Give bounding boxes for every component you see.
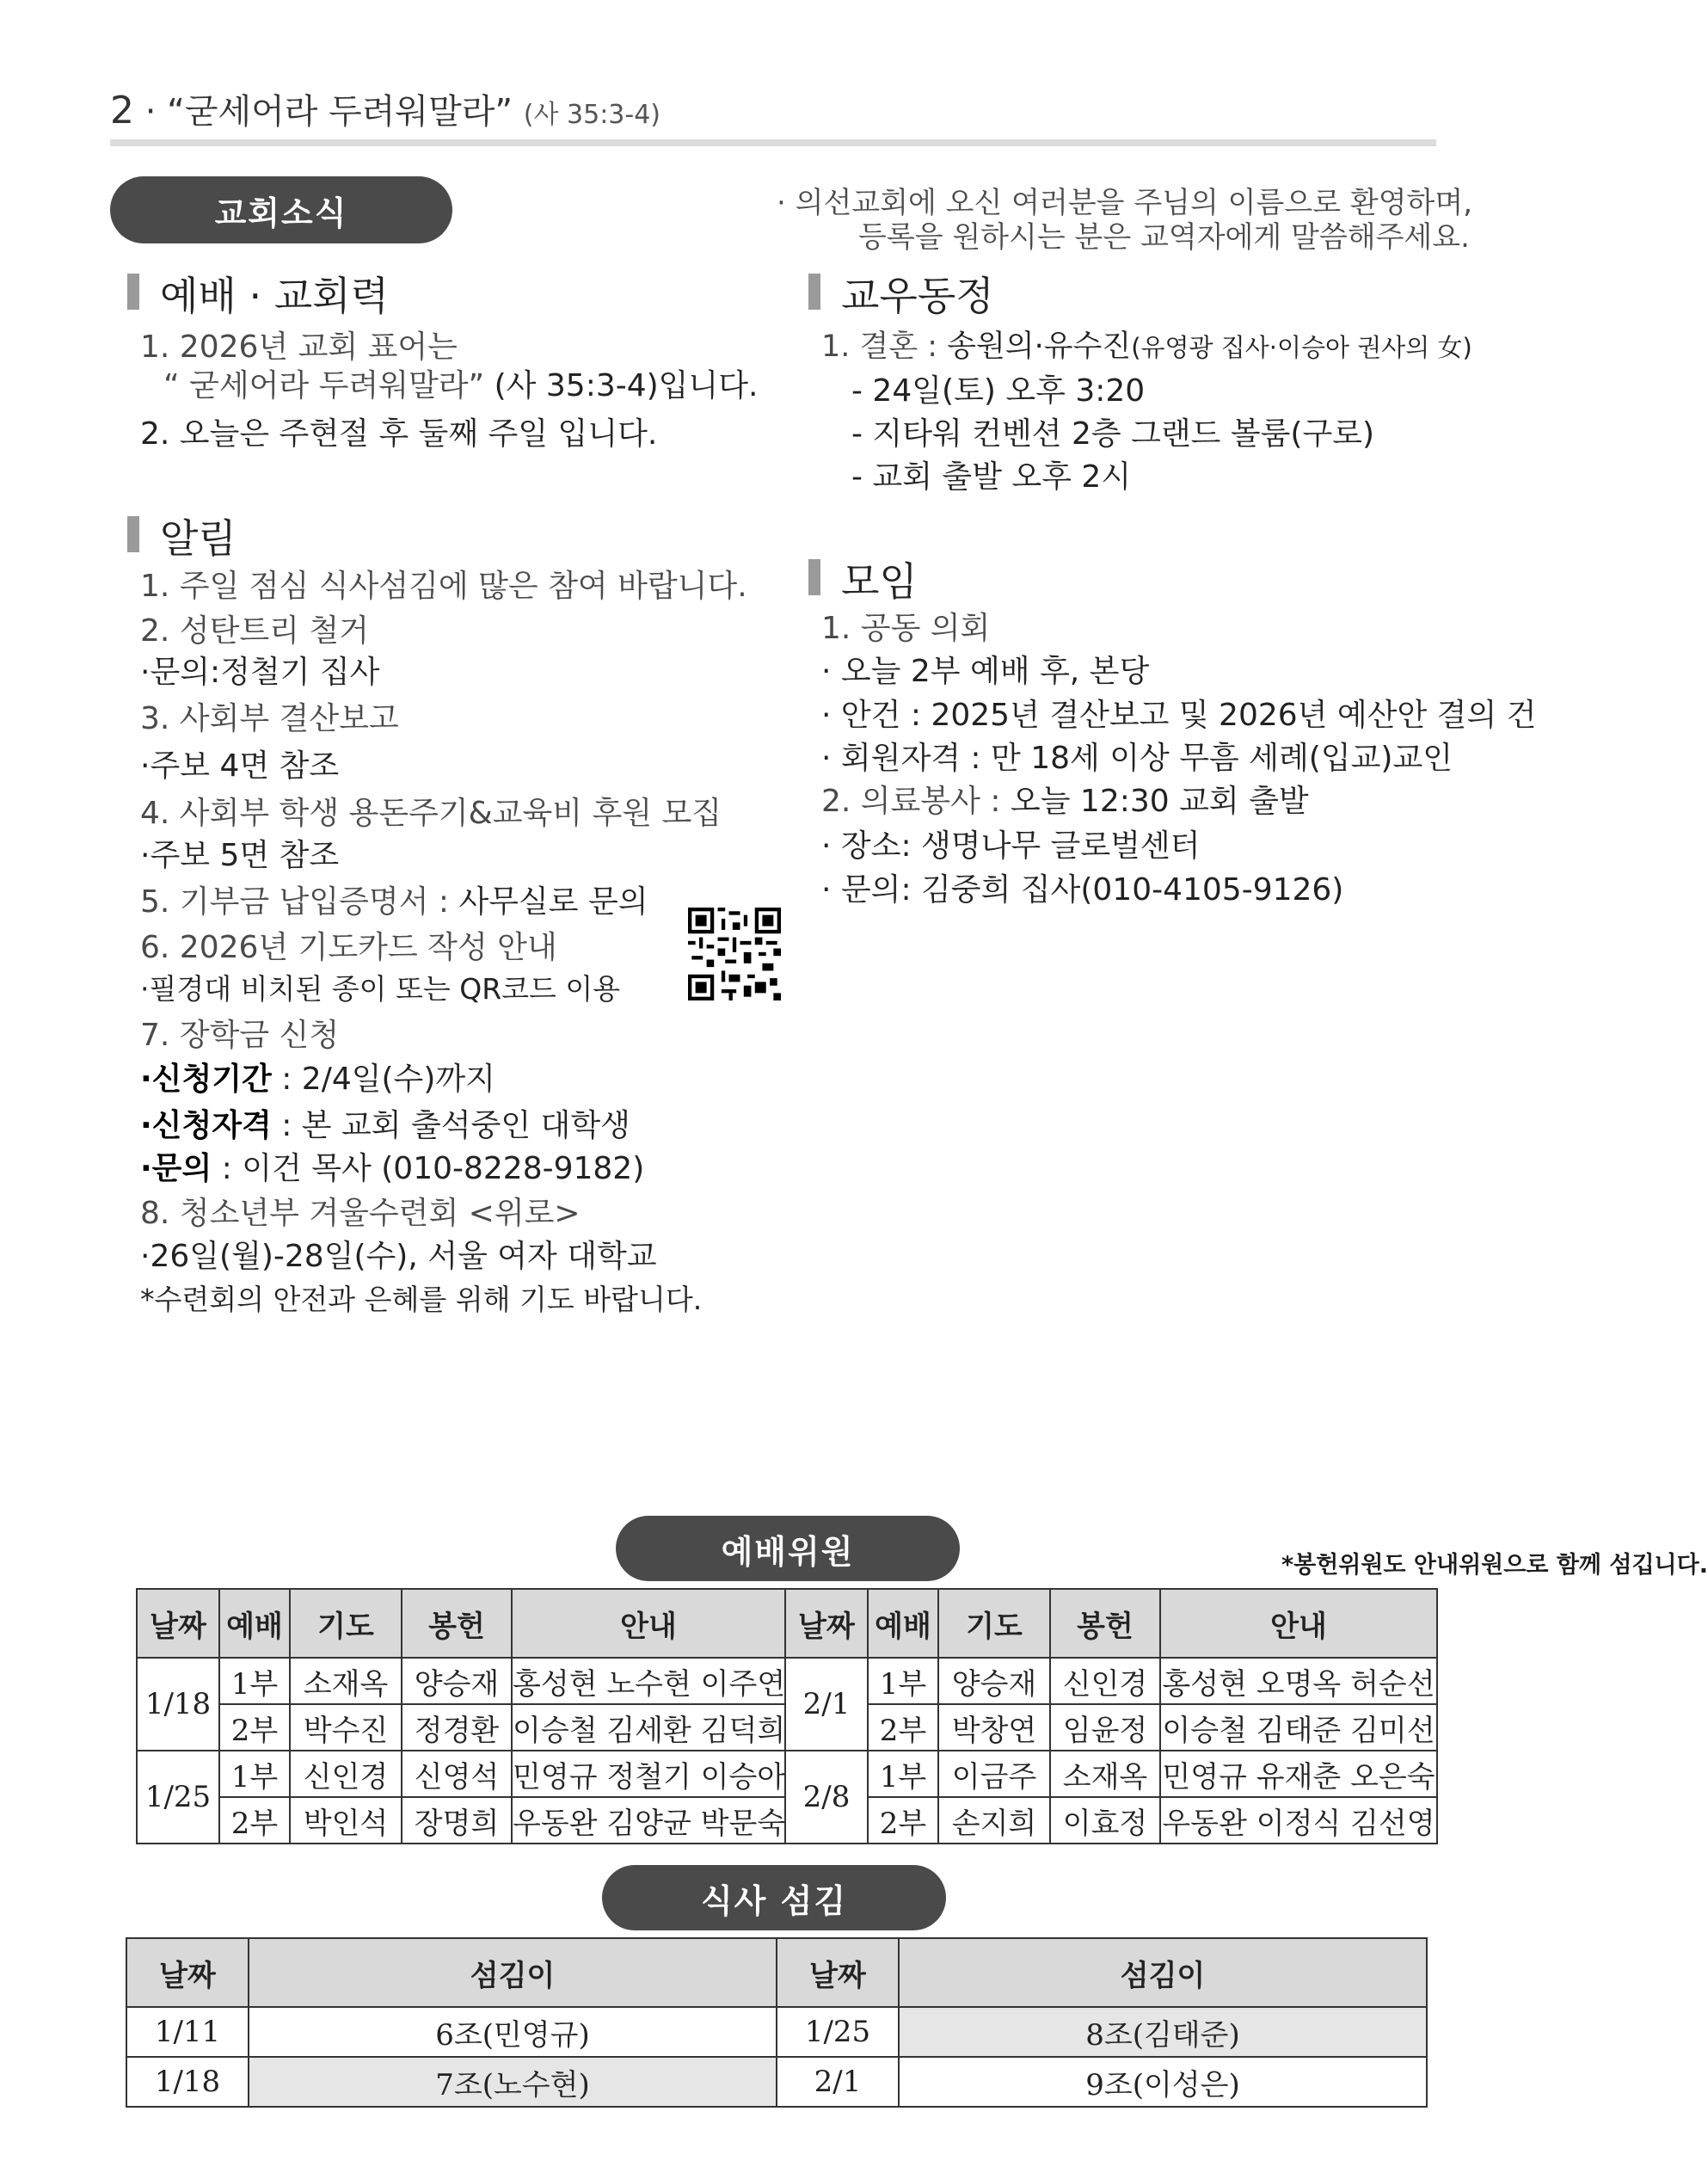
notice-item-3: 3. 사회부 결산보고 [140,701,399,736]
wedding-time: - 24일(토) 오후 3:20 [851,373,1146,409]
date-cell: 1/25 [137,1751,219,1844]
col-header-offering: 봉헌 [1050,1589,1160,1658]
usher-cell: 홍성현 오명옥 허순선 [1160,1658,1437,1704]
meeting-item-2-label: 2. 의료봉사 : [821,784,1011,819]
service-cell: 2부 [219,1797,290,1844]
date-cell: 1/11 [126,2007,249,2057]
section-heading-worship: 예배 · 교회력 [127,265,389,322]
notice-item-7-eligibility [140,1101,630,1145]
service-cell: 1부 [219,1658,290,1704]
prayer-cell: 소재옥 [290,1658,402,1704]
notice-item-8: 8. 청소년부 겨울수련회 <위로> [140,1196,581,1231]
notice-item-8-prayer: *수련회의 안전과 은혜를 위해 기도 바랍니다. [140,1283,703,1316]
meeting-item-1: 1. 공동 의회 [821,611,991,646]
welcome-line-1: · 의선교회에 오신 여러분을 주님의 이름으로 환영하며, [777,186,1473,220]
wedding-parents: (유영광 집사·이승아 권사의 女) [1131,333,1472,362]
notice-item-7-contact-value: : 이건 목사 (010-8228-9182) [212,1151,645,1186]
worship-committee-table [136,1588,1438,1844]
prayer-cell: 양승재 [938,1658,1050,1704]
meeting-item-2 [821,777,1309,821]
wedding-departure: - 교회 출발 오후 2시 [851,459,1132,495]
notice-item-6-detail: ·필경대 비치된 종이 또는 QR코드 이용 [140,972,621,1006]
offering-cell: 소재옥 [1050,1751,1160,1797]
worship-line-3: 2. 오늘은 주현절 후 둘째 주일 입니다. [140,416,658,452]
page-header [110,84,660,133]
offering-cell: 신영석 [402,1751,512,1797]
page-number: 2 [110,89,134,132]
prayer-cell: 신인경 [290,1751,402,1797]
table-row [126,2007,1427,2057]
wedding-venue: - 지타워 컨벤션 2층 그랜드 볼룸(구로) [851,416,1375,452]
header-divider [110,139,1436,146]
notice-item-4: 4. 사회부 학생 용돈주기&교육비 후원 모집 [140,796,722,831]
worship-committee-note: *봉헌위원도 안내위원으로 함께 섬깁니다. [1281,1552,1708,1579]
notice-item-5 [140,877,648,921]
worship-committee-pill: 예배위원 [616,1516,960,1581]
usher-cell: 이승철 김태준 김미선 [1160,1704,1437,1751]
date-cell: 2/1 [777,2057,899,2107]
prayer-cell: 이금주 [938,1751,1050,1797]
col-header-service: 예배 [868,1589,938,1658]
col-header-date: 날짜 [126,1938,249,2007]
prayer-cell: 박수진 [290,1704,402,1751]
worship-line-1: 1. 2026년 교회 표어는 [140,329,458,365]
col-header-server: 섬김이 [249,1938,777,2007]
col-header-usher: 안내 [512,1589,785,1658]
date-cell: 1/25 [777,2007,899,2057]
offering-cell: 신인경 [1050,1658,1160,1704]
usher-cell: 민영규 정철기 이승아 [512,1751,785,1797]
welcome-line-2: 등록을 원하시는 분은 교역자에게 말씀해주세요. [858,220,1470,255]
notice-item-7: 7. 장학금 신청 [140,1018,340,1053]
header-separator: · [144,92,157,132]
meeting-item-1-agenda: · 안건 : 2025년 결산보고 및 2026년 예산안 결의 건 [821,698,1537,733]
offering-cell: 정경환 [402,1704,512,1751]
usher-cell: 우동완 김양균 박문숙 [512,1797,785,1844]
col-header-date: 날짜 [137,1589,219,1658]
notice-item-7-period [140,1055,495,1099]
service-cell: 1부 [219,1751,290,1797]
notice-item-6: 6. 2026년 기도카드 작성 안내 [140,930,557,965]
service-cell: 2부 [868,1797,938,1844]
col-header-prayer: 기도 [938,1589,1050,1658]
notice-item-1: 1. 주일 점심 식사섬김에 많은 참여 바랍니다. [140,569,747,604]
meal-serving-pill: 식사 섬김 [602,1865,946,1930]
service-cell: 1부 [868,1751,938,1797]
notice-item-5-label: 5. 기부금 납입증명서 : [140,884,459,920]
usher-cell: 우동완 이정식 김선영 [1160,1797,1437,1844]
section-heading-notice: 알림 [127,508,237,564]
col-header-date: 날짜 [785,1589,868,1658]
server-cell: 7조(노수현) [249,2057,777,2107]
table-row [126,2057,1427,2107]
meal-serving-table [126,1937,1428,2108]
col-header-server: 섬김이 [899,1938,1427,2007]
date-cell: 1/18 [126,2057,249,2107]
server-cell: 9조(이성은) [899,2057,1427,2107]
notice-item-7-eligibility-value: : 본 교회 출석중인 대학생 [271,1108,630,1143]
wedding-couple: 송원의·유수진 [947,329,1132,364]
meeting-item-1-eligibility: · 회원자격 : 만 18세 이상 무흠 세례(입교)교인 [821,741,1453,776]
date-cell: 2/1 [785,1658,868,1751]
usher-cell: 홍성현 노수현 이주연 [512,1658,785,1704]
offering-cell: 장명희 [402,1797,512,1844]
prayer-cell: 박인석 [290,1797,402,1844]
col-header-prayer: 기도 [290,1589,402,1658]
service-cell: 1부 [868,1658,938,1704]
offering-cell: 임윤정 [1050,1704,1160,1751]
notice-item-7-contact [140,1144,644,1188]
motto-ref: (사 35:3-4)입니다. [484,368,759,403]
table-header-row [126,1938,1427,2007]
prayer-cell: 박창연 [938,1704,1050,1751]
notice-item-7-period-label: ·신청기간 [140,1062,272,1097]
notice-item-7-eligibility-label: ·신청자격 [140,1108,272,1143]
notice-item-8-detail: ·26일(월)-28일(수), 서울 여자 대학교 [140,1239,657,1274]
notice-item-2-detail: ·문의:정철기 집사 [140,655,380,690]
notice-item-7-period-value: : 2/4일(수)까지 [271,1062,495,1097]
header-title: “굳세어라 두려워말라” [167,92,513,132]
section-heading-meeting: 모임 [808,551,918,607]
member-news-wedding [821,323,1472,366]
table-row [137,1751,1437,1797]
motto-text: “ 굳세어라 두려워말라” [163,368,485,403]
prayer-cell: 손지희 [938,1797,1050,1844]
meeting-item-2-value: 오늘 12:30 교회 출발 [1010,784,1309,819]
service-cell: 2부 [868,1704,938,1751]
table-row [137,1658,1437,1704]
date-cell: 2/8 [785,1751,868,1844]
notice-item-7-contact-label: ·문의 [140,1151,212,1186]
date-cell: 1/18 [137,1658,219,1751]
notice-item-3-detail: ·주보 4면 참조 [140,748,340,784]
worship-line-2 [163,361,758,405]
usher-cell: 이승철 김세환 김덕희 [512,1704,785,1751]
church-news-pill: 교회소식 [110,176,452,243]
server-cell: 8조(김태준) [899,2007,1427,2057]
notice-item-5-value: 사무실로 문의 [458,884,648,920]
offering-cell: 양승재 [402,1658,512,1704]
section-heading-member-news: 교우동정 [808,265,994,322]
offering-cell: 이효정 [1050,1797,1160,1844]
col-header-date: 날짜 [777,1938,899,2007]
header-reference: (사 35:3-4) [523,100,661,130]
meeting-item-2-place: · 장소: 생명나무 글로벌센터 [821,828,1201,864]
col-header-usher: 안내 [1160,1589,1437,1658]
table-header-row [137,1589,1437,1658]
meeting-item-2-contact: · 문의: 김중희 집사(010-4105-9126) [821,872,1344,908]
qr-code-image[interactable] [688,908,781,1000]
service-cell: 2부 [219,1704,290,1751]
usher-cell: 민영규 유재춘 오은숙 [1160,1751,1437,1797]
server-cell: 6조(민영규) [249,2007,777,2057]
meeting-item-1-time: · 오늘 2부 예배 후, 본당 [821,654,1150,689]
notice-item-2: 2. 성탄트리 철거 [140,613,369,649]
col-header-service: 예배 [219,1589,290,1658]
col-header-offering: 봉헌 [402,1589,512,1658]
notice-item-4-detail: ·주보 5면 참조 [140,838,340,873]
wedding-label: 1. 결혼 : [821,329,948,364]
